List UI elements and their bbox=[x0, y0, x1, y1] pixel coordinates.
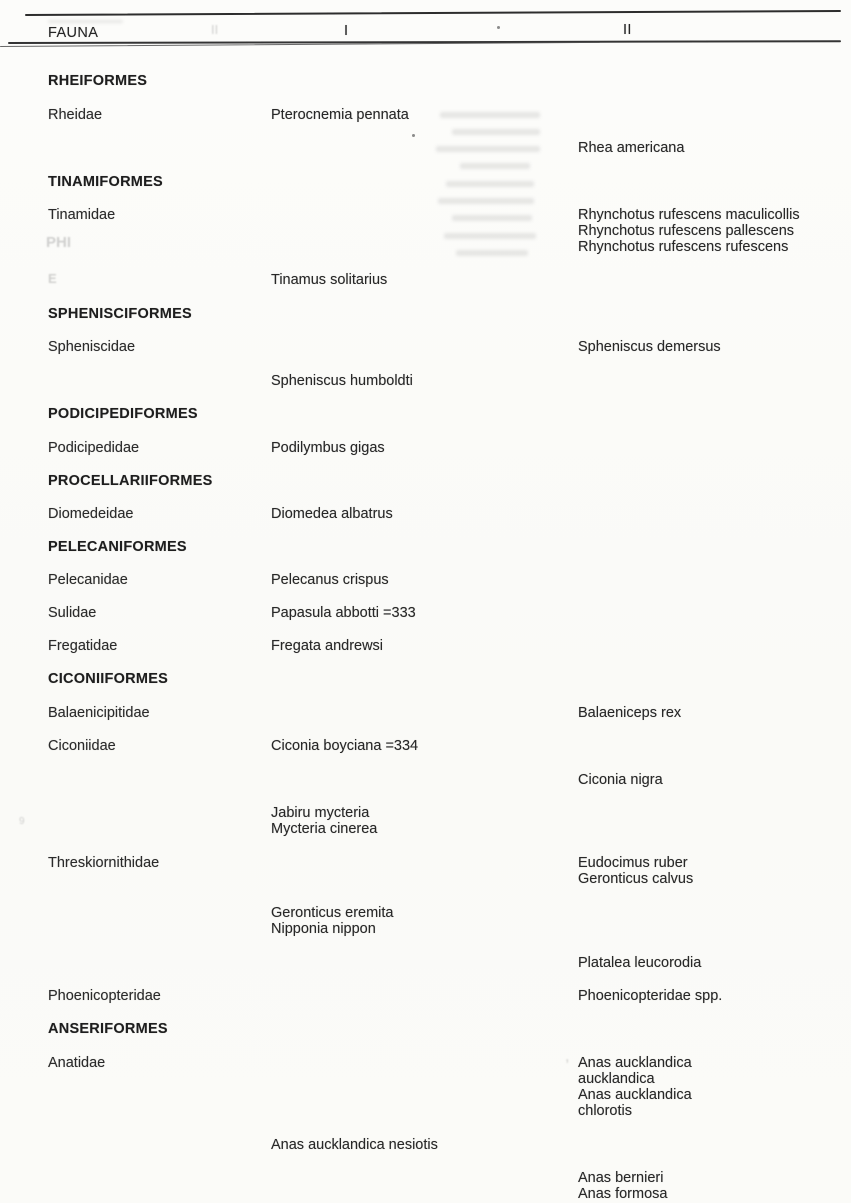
family-name: Pelecanidae bbox=[48, 572, 128, 588]
species-appendix-ii: Platalea leucorodia bbox=[578, 955, 702, 971]
scan-smudge bbox=[444, 233, 536, 239]
ghost-bleedthrough-text: 9 bbox=[19, 816, 25, 827]
scan-smudge bbox=[452, 129, 540, 135]
species-appendix-i: Fregata andrewsi bbox=[271, 638, 384, 654]
scan-smudge bbox=[440, 112, 540, 118]
species-appendix-i: Diomedea albatrus bbox=[271, 506, 393, 522]
species-appendix-i: Tinamus solitarius bbox=[271, 272, 388, 288]
species-appendix-ii: Anas formosa bbox=[578, 1186, 668, 1202]
order-heading: RHEIFORMES bbox=[48, 73, 148, 89]
ghost-bleedthrough-text: PHI bbox=[46, 234, 72, 251]
scan-speck bbox=[412, 134, 415, 137]
family-name: Balaenicipitidae bbox=[48, 705, 150, 721]
species-appendix-ii: Anas aucklandica bbox=[578, 1087, 692, 1103]
order-heading: PODICIPEDIFORMES bbox=[48, 406, 198, 422]
species-appendix-i: Pelecanus crispus bbox=[271, 572, 389, 588]
family-name: Tinamidae bbox=[48, 207, 116, 223]
order-heading: PELECANIFORMES bbox=[48, 539, 187, 555]
family-name: Threskiornithidae bbox=[48, 855, 160, 871]
species-appendix-i: Anas aucklandica nesiotis bbox=[271, 1137, 438, 1153]
species-appendix-ii: Ciconia nigra bbox=[578, 772, 663, 788]
species-appendix-ii: Geronticus calvus bbox=[578, 871, 694, 887]
scan-smudge bbox=[446, 181, 534, 187]
species-appendix-ii: Rhynchotus rufescens pallescens bbox=[578, 223, 795, 239]
header-top-rule bbox=[25, 10, 841, 16]
species-appendix-i: Jabiru mycteria bbox=[271, 805, 370, 821]
species-appendix-ii: Phoenicopteridae spp. bbox=[578, 988, 723, 1004]
header-appendix-ii-label: II bbox=[623, 22, 632, 38]
species-appendix-ii: Eudocimus ruber bbox=[578, 855, 688, 871]
family-name: Sulidae bbox=[48, 605, 97, 621]
species-appendix-i: Geronticus eremita bbox=[271, 905, 394, 921]
family-name: Ciconiidae bbox=[48, 738, 116, 754]
ghost-bleedthrough-text: E bbox=[48, 271, 57, 286]
scan-speck bbox=[497, 26, 500, 29]
family-name: Anatidae bbox=[48, 1055, 106, 1071]
family-name: Spheniscidae bbox=[48, 339, 136, 355]
species-appendix-ii: Rhynchotus rufescens maculicollis bbox=[578, 207, 800, 223]
family-name: Phoenicopteridae bbox=[48, 988, 161, 1004]
order-heading: CICONIIFORMES bbox=[48, 671, 169, 687]
species-appendix-i: Podilymbus gigas bbox=[271, 440, 385, 456]
scan-smudge bbox=[456, 250, 528, 256]
family-name: Diomedeidae bbox=[48, 506, 134, 522]
scan-smudge bbox=[452, 215, 532, 221]
order-heading: ANSERIFORMES bbox=[48, 1021, 168, 1037]
species-appendix-i: Pterocnemia pennata bbox=[271, 107, 409, 123]
ghost-bleedthrough-text: II bbox=[211, 22, 219, 37]
species-appendix-ii: aucklandica bbox=[578, 1071, 655, 1087]
scan-smudge bbox=[438, 198, 534, 204]
order-heading: TINAMIFORMES bbox=[48, 174, 163, 190]
species-appendix-ii: Balaeniceps rex bbox=[578, 705, 682, 721]
species-appendix-i: Nipponia nippon bbox=[271, 921, 376, 937]
species-appendix-i: Spheniscus humboldti bbox=[271, 373, 413, 389]
species-appendix-ii: Rhynchotus rufescens rufescens bbox=[578, 239, 789, 255]
species-appendix-i: Mycteria cinerea bbox=[271, 821, 378, 837]
header-appendix-i-label: I bbox=[344, 23, 349, 39]
species-appendix-ii: Anas bernieri bbox=[578, 1170, 664, 1186]
species-appendix-i: Ciconia boyciana =334 bbox=[271, 738, 419, 754]
scan-smudge bbox=[460, 163, 530, 169]
ghost-bleedthrough-text: , bbox=[565, 1048, 570, 1065]
order-heading: PROCELLARIIFORMES bbox=[48, 473, 213, 489]
order-heading: SPHENISCIFORMES bbox=[48, 306, 192, 322]
scan-smudge bbox=[48, 20, 123, 23]
species-appendix-ii: Spheniscus demersus bbox=[578, 339, 721, 355]
species-appendix-i: Papasula abbotti =333 bbox=[271, 605, 416, 621]
scan-smudge bbox=[436, 146, 540, 152]
species-appendix-ii: Anas aucklandica bbox=[578, 1055, 692, 1071]
species-appendix-ii: chlorotis bbox=[578, 1103, 632, 1119]
family-name: Rheidae bbox=[48, 107, 103, 123]
family-name: Podicipedidae bbox=[48, 440, 140, 456]
species-appendix-ii: Rhea americana bbox=[578, 140, 685, 156]
family-name: Fregatidae bbox=[48, 638, 118, 654]
header-fauna-label: FAUNA bbox=[48, 25, 99, 41]
